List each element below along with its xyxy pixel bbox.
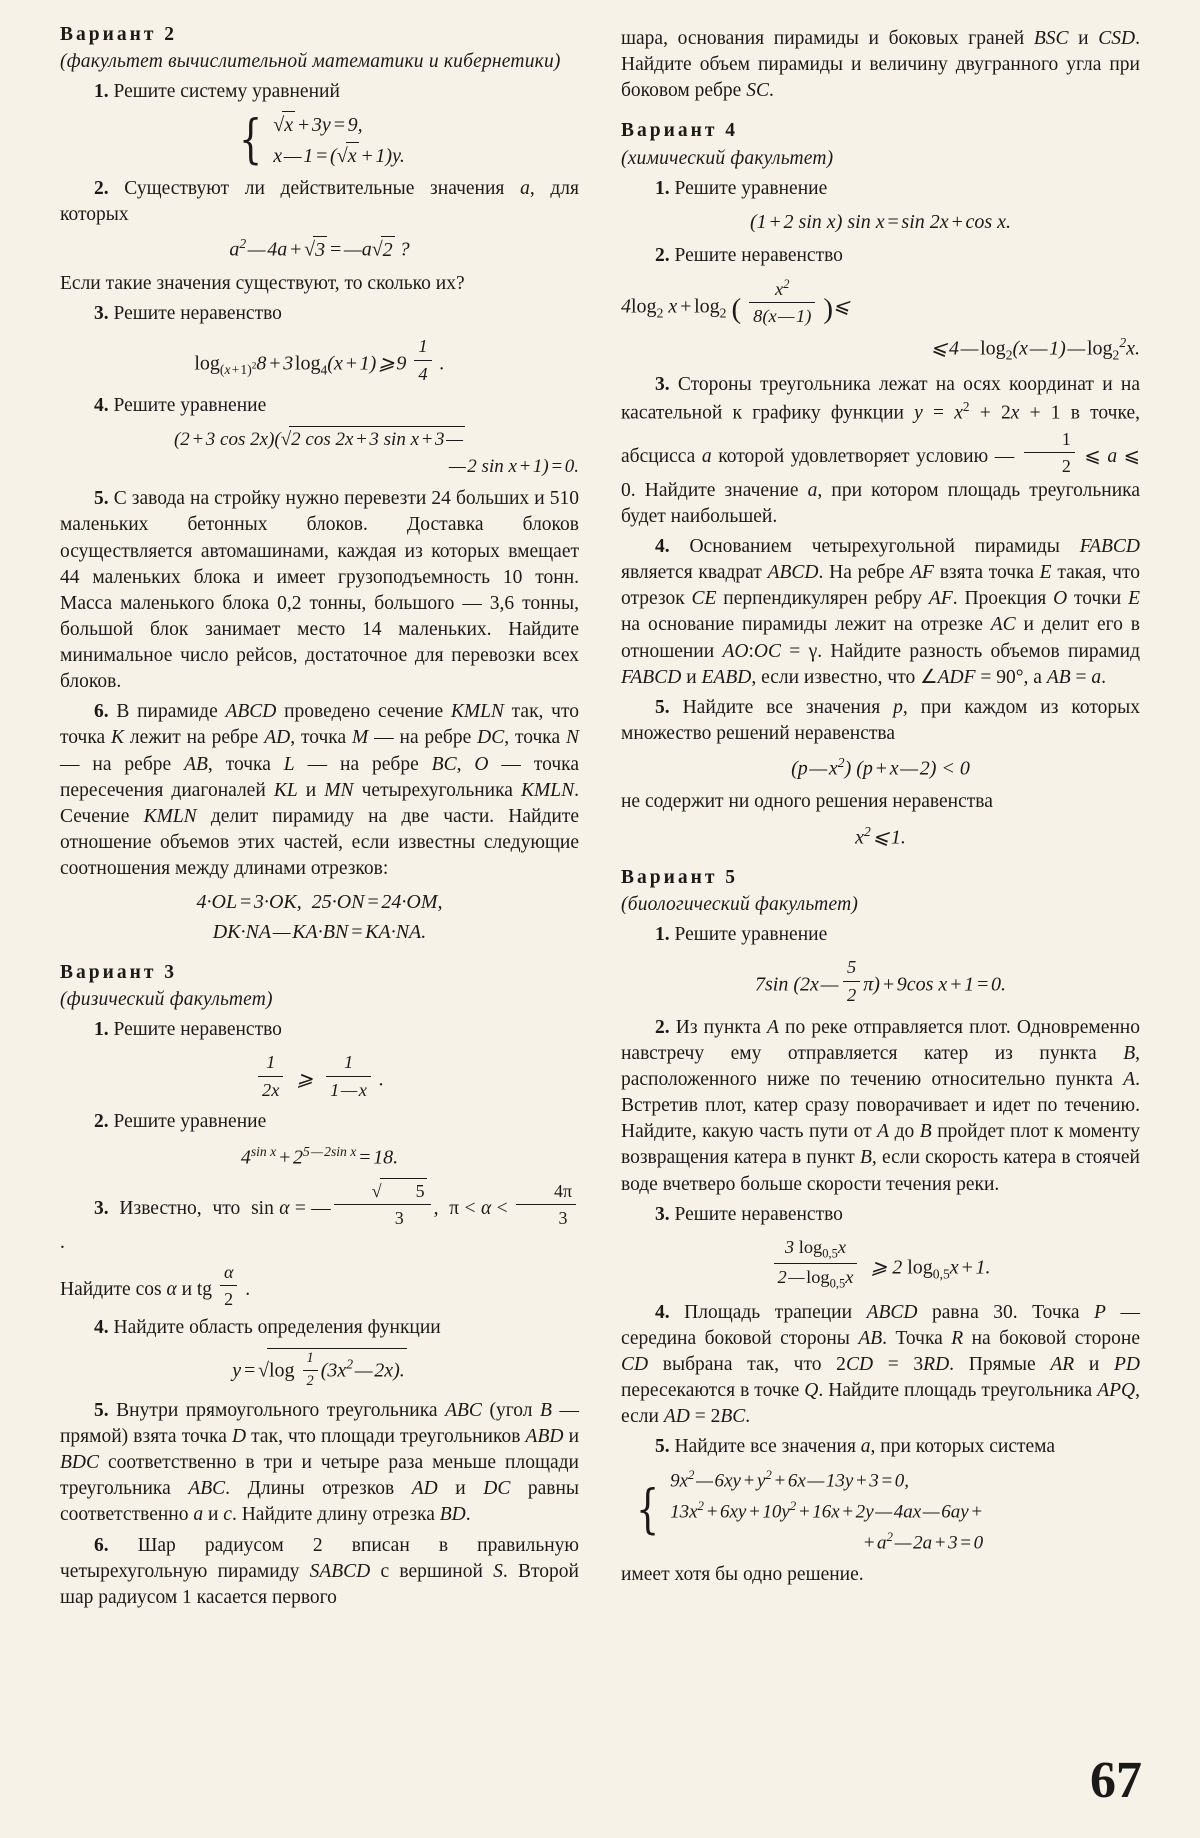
formula-v5-1: 7sin (2x — $\frac{5}{2}$ π) + 9cos x + 1 = 0. xyxy=(755,957,1006,1006)
problem-v4-5: 5. Найдите все значения p, при каждом из которых множество решений неравенства xyxy=(621,696,1140,744)
problem-v3-6-cont: шара, основания пирамиды и боковых граней BSC и CSD. Найдите объем пирамиды и величину двугранного угла при боковом ребре SC. xyxy=(621,28,1140,102)
problem-v4-1: 1. Решите уравнение xyxy=(655,177,828,199)
variant-faculty-2: (факультет вычислительной математики и кибернетики) xyxy=(60,51,561,73)
problem-v2-3: 3. Решите неравенство xyxy=(94,302,282,324)
formula-v2-2: $a^2$ — 4a + √3 = —a√2 ? xyxy=(60,235,579,263)
problem-v2-4: 4. Решите уравнение xyxy=(94,395,267,417)
formula-v4-5a: (p — $x^2$) (p + x — 2) < 0 xyxy=(791,755,970,780)
problem-v5-1: 1. Решите уравнение xyxy=(655,924,828,946)
variant-title-5: Вариант 5 xyxy=(621,867,739,889)
problem-v3-6: 6. Шар радиусом 2 вписан в правильную четырехугольную пирамиду SABCD с вершиной S. Второй шар радиусом 1 касается первого xyxy=(60,1534,579,1608)
problem-v4-5-after: не содержит ни одного решения неравенства xyxy=(621,791,993,813)
formula-v3-1: $\frac{1}{2x}$ ⩾ $\frac{1}{1 — x}$ . xyxy=(60,1050,579,1102)
formula-v5-5 xyxy=(621,1466,1140,1555)
problem-v4-2: 2. Решите неравенство xyxy=(655,244,843,266)
formula-v2-6a: 4·OL = 3·OK, 25·ON = 24·OM, xyxy=(196,891,443,914)
problem-v2-1: 1. Решите систему уравнений xyxy=(94,81,340,103)
problem-v3-3-after: Найдите cos α и tg $\frac{\alpha}{2}$ . xyxy=(60,1262,251,1310)
formula-v5-3: $\frac{3 \log_{0,5}x}{2 — \log_{0,5}x}$ ⩾ 2 $\log_{0,5}x$ + 1. xyxy=(621,1235,1140,1293)
problem-v3-4: 4. Найдите область определения функции xyxy=(94,1317,441,1339)
problem-v5-3: 3. Решите неравенство xyxy=(655,1203,843,1225)
problem-v2-6: 6. В пирамиде ABCD проведено сечение KMLN так, что точка K лежит на ребре AD, точка M — на ребре DC, точка N — на ребре AB, точка L — на ребре BC, O — точка пересечения диагоналей KL и MN четырехугольника KMLN. Сечение KMLN делит пирамиду на две части. Найдите отношение объемов этих частей, если известны следующие соотношения между длинами отрезков: xyxy=(60,701,580,880)
left-column xyxy=(60,22,579,1682)
problem-v2-2-after: Если такие значения существуют, то сколько их? xyxy=(60,272,465,294)
problem-v3-3: 3. Известно, что sin α = — $\frac{√ 5}{3}$ , π < α < $\frac{4\pi}{3}$ . xyxy=(60,1178,579,1256)
variant-title-4: Вариант 4 xyxy=(621,120,739,142)
formula-v4-5b: $x^2$ ⩽ 1. xyxy=(855,823,906,849)
variant-title-3: Вариант 3 xyxy=(60,961,178,983)
formula-v2-4: (2 + 3 cos 2x)(√2 cos 2x + 3 sin x + 3 — xyxy=(60,426,579,452)
problem-v5-5-after: имеет хотя бы одно решение. xyxy=(621,1563,864,1585)
problem-v2-5: 5. С завода на стройку нужно перевезти 24 больших и 510 маленьких бетонных блоков. Доставка блоков осуществляется автомашинами, каждая из которых вмещает 44 маленьких блока и имеет грузоподъемность 10 тонн. Масса маленького блока 0,2 тонны, большого — 3,6 тонны, большой блок занимает место 14 маленьких. Найдите минимальное число рейсов, достаточное для перевозки всех блоков. xyxy=(60,488,579,693)
page-number: 67 xyxy=(1090,1752,1142,1809)
variant-faculty-4: (химический факультет) xyxy=(621,147,834,169)
formula-v3-4: y = √log $\frac{1}{2}$ ($3x^2$ — 2x). xyxy=(60,1348,579,1391)
formula-v4-1: (1 + 2 sin x) sin x = sin 2x + cos x. xyxy=(749,210,1012,233)
problem-v2-2: 2. Существуют ли действительные значения a, для которых xyxy=(60,177,579,226)
variant-faculty-3: (физический факультет) xyxy=(60,988,273,1010)
problem-v3-2: 2. Решите уравнение xyxy=(94,1111,267,1133)
right-column xyxy=(621,22,1140,1682)
system-brace: { xyxy=(635,1480,660,1541)
problem-v5-2: 2. Из пункта A по реке отправляется плот. Одновременно навстречу ему отправляется катер из пункта B, расположенного ниже по течению относительно пункта A. Встретив плот, катер сразу поворачивает и идет по течению. Найдите, какую часть пути от A до B пройдет плот к моменту возвращения катера в пункт B, если скорость катера в стоячей воде вчетверо больше скорости течения реки. xyxy=(621,1016,1140,1195)
formula-v4-2a: $4\log_2$ x + $\log_2$ ( $\frac{x^2}{8(x — 1)}$ )⩽ xyxy=(621,276,850,327)
system-brace: { xyxy=(239,109,263,170)
system-lines: √x + 3y = 9, x — 1 = (√x + 1)y. xyxy=(273,111,405,170)
two-column-layout xyxy=(60,22,1140,1682)
problem-v3-1: 1. Решите неравенство xyxy=(94,1018,282,1040)
variant-title-2: Вариант 2 xyxy=(60,24,178,45)
problem-v4-3: 3. Стороны треугольника лежат на осях координат и на касательной к графику функции $y = x^2 + 2x + 1$ в точке, абсцисса a которой удовлетворяет условию — $\frac{1}{2}$ ⩽ a ⩽ 0. Найдите значение a, при котором площадь треугольника будет наибольшей. xyxy=(621,373,1140,527)
problem-v3-5: 5. Внутри прямоугольного треугольника ABC (угол B — прямой) взята точка D так, что площади треугольников ABD и BDC соответственно в три и четыре раза меньше площади треугольника ABC. Длины отрезков AD и DC равны соответственно a и c. Найдите длину отрезка BD. xyxy=(60,1399,580,1526)
formula-v2-1 xyxy=(60,111,579,170)
formula-v2-3: $\log_{(x + 1)^2}8$ + 3 $\log_4(x$ + 1) ⩾ 9 $\frac{1}{4}$ . xyxy=(194,335,445,384)
formula-v2-6b: DK·NA — KA·BN = KA·NA. xyxy=(212,920,427,943)
problem-v5-4: 4. Площадь трапеции ABCD равна 30. Точка P — середина боковой стороны AB. Точка R на боковой стороне CD выбрана так, что 2CD = 3RD. Прямые AR и PD пересекаются в точке Q. Найдите площадь треугольника APQ, если AD = 2BC. xyxy=(621,1301,1140,1428)
formula-v2-4b: — 2 sin x + 1) = 0. xyxy=(448,455,579,477)
formula-v4-2b: ⩽ 4 — $\log_2(x$ — 1) — $\log_2^2x$. xyxy=(930,335,1140,363)
problem-v4-4: 4. Основанием четырехугольной пирамиды FABCD является квадрат ABCD. На ребре AF взята точка E такая, что отрезок CE перпендикулярен ребру AF. Проекция O точки E на основание пирамиды лежит на отрезке AC и делит его в отношении AO:OC = γ. Найдите разность объемов пирамид FABCD и EABD, если известно, что ∠ADF = 90°, а AB = a. xyxy=(621,536,1140,688)
variant-faculty-5: (биологический факультет) xyxy=(621,894,859,916)
problem-v5-5: 5. Найдите все значения a, при которых система xyxy=(655,1436,1056,1458)
formula-v3-2: $4^{sin x}$ + $2^{5 — 2sin x}$ = 18. xyxy=(240,1143,399,1169)
system-lines: $9x^2$ — 6xy + $y^2$ + 6x — 13y + 3 = 0, $13x^2$ + 6xy + $10y^2$ + 16x + 2y — 4ax — 6ay + + $a^2$ — 2a + 3 = 0 xyxy=(670,1467,984,1554)
